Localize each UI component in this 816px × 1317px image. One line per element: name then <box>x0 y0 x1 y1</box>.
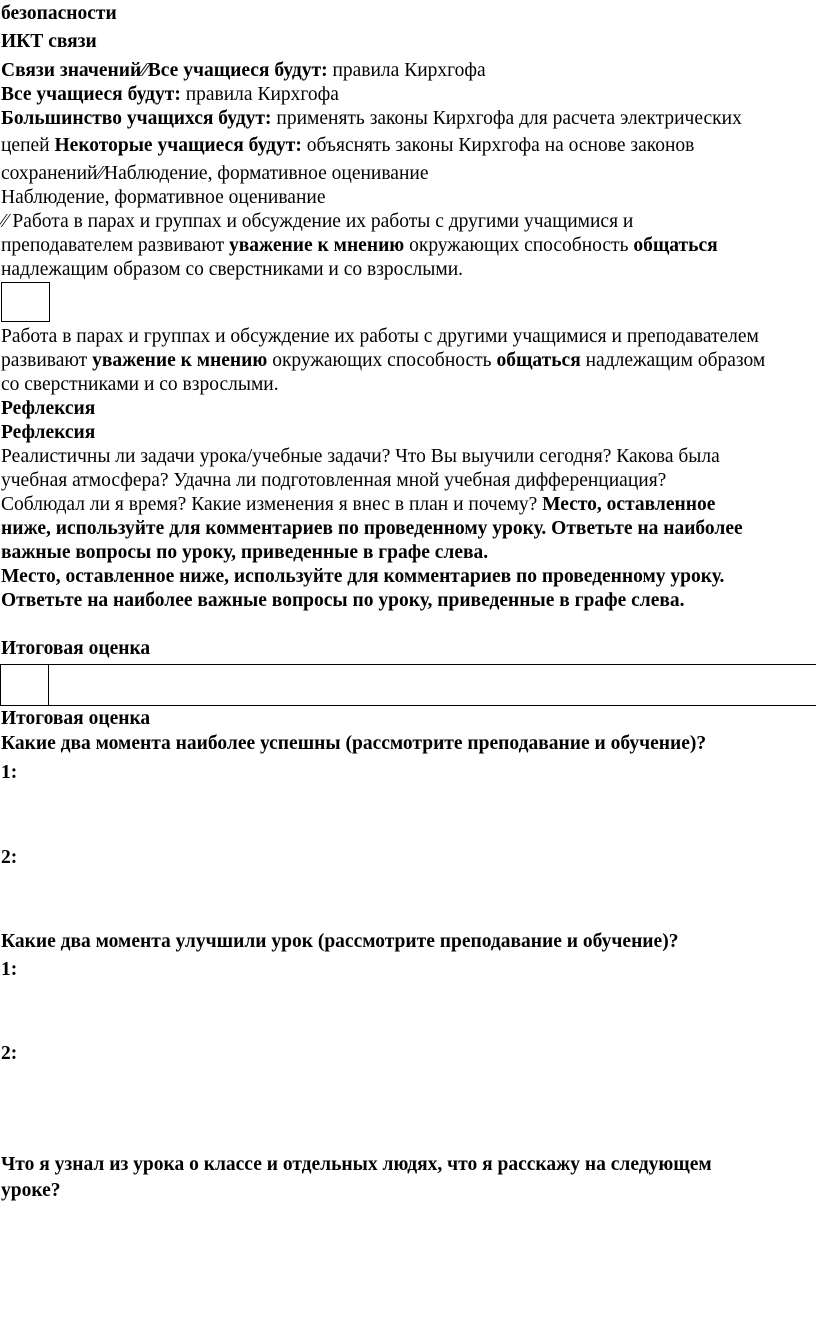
text-line: Место, оставленное ниже, используйте для комментариев по проведенному уроку. <box>1 566 725 587</box>
heading-text: Итоговая оценка <box>1 638 151 659</box>
bold-label: Связи значений⁄⁄Все учащиеся будут: <box>1 60 328 81</box>
text-line: Наблюдение, формативное оценивание <box>1 187 326 208</box>
text-line: ниже, используйте для комментариев по проведенному уроку. Ответьте на наиболее <box>1 518 743 539</box>
text-line <box>1 83 816 107</box>
text-line <box>1 493 816 517</box>
bold-span: уважение к мнению <box>228 235 405 256</box>
question-text: Что я узнал из урока о классе и отдельных людях, что я расскажу на следующем <box>1 1154 712 1175</box>
section-heading: Итоговая оценка <box>1 708 151 729</box>
bold-span: уважение к мнению <box>92 350 268 371</box>
text-line: Работа в парах и группах и обсуждение их работы с другими учащимися и преподавателем <box>1 326 759 347</box>
answer-label: 2: <box>1 1043 18 1064</box>
text-line: со сверстниками и со взрослыми. <box>1 374 279 395</box>
text-line <box>1 234 816 258</box>
table-border <box>48 665 49 705</box>
text-line <box>1 210 816 234</box>
text-span: применять законы Кирхгофа для расчета электрических <box>271 108 742 129</box>
fraction-slash-glyph: ⁄⁄ <box>1 211 8 232</box>
section-heading <box>1 397 816 421</box>
text-span: Работа в парах и группах и обсуждение их работы с другими учащимися и <box>7 211 634 232</box>
text-span: окружающих способность <box>404 235 634 256</box>
text-line <box>1 134 816 158</box>
text-line <box>1 107 816 131</box>
question-text: Какие два момента наиболее успешны (рассмотрите преподавание и обучение)? <box>1 733 707 754</box>
bold-label: Большинство учащихся будут: <box>1 108 272 129</box>
text-span: Соблюдал ли я время? Какие изменения я внес в план и почему? <box>1 494 538 515</box>
text-span: объяснять законы Кирхгофа на основе законов <box>301 135 695 156</box>
text-line: надлежащим образом со сверстниками и со взрослыми. <box>1 259 464 280</box>
text-span: окружающих способность <box>267 350 497 371</box>
bold-span: общаться <box>496 350 581 371</box>
text-line: Ответьте на наиболее важные вопросы по уроку, приведенные в графе слева. <box>1 590 685 611</box>
section-heading <box>1 637 816 661</box>
section-heading: Рефлексия <box>1 422 96 443</box>
question-text: Какие два момента улучшили урок (рассмотрите преподавание и обучение)? <box>1 931 679 952</box>
empty-table-row <box>0 664 816 706</box>
bold-label: Все учащиеся будут: <box>1 84 181 105</box>
section-heading: ИКТ связи <box>1 31 97 52</box>
text-line: Реалистичны ли задачи урока/учебные задачи? Что Вы выучили сегодня? Какова была <box>1 446 720 467</box>
bold-label: Некоторые учащиеся будут: <box>54 135 302 156</box>
answer-label: 1: <box>1 959 18 980</box>
heading-text: Рефлексия <box>1 398 96 419</box>
text-span: цепей <box>1 135 55 156</box>
answer-label: 1: <box>1 762 18 783</box>
bold-span: Место, оставленное <box>537 494 716 515</box>
answer-label: 2: <box>1 847 18 868</box>
text-span: развивают <box>1 350 93 371</box>
text-line <box>1 59 816 83</box>
text-line: важные вопросы по уроку, приведенные в графе слева. <box>1 542 489 563</box>
text-span: правила Кирхгофа <box>327 60 486 81</box>
bold-span: общаться <box>633 235 718 256</box>
text-line <box>1 349 816 373</box>
text-line: сохранений⁄⁄Наблюдение, формативное оценивание <box>1 163 429 184</box>
table-border <box>0 665 1 705</box>
text-line: безопасности <box>1 3 117 24</box>
question-text: уроке? <box>1 1180 61 1201</box>
text-line: учебная атмосфера? Удачна ли подготовленная мной учебная дифференциация? <box>1 470 667 491</box>
text-span: преподавателем развивают <box>1 235 229 256</box>
text-span: надлежащим образом <box>580 350 766 371</box>
text-span: правила Кирхгофа <box>180 84 339 105</box>
empty-table-cell <box>1 282 50 322</box>
